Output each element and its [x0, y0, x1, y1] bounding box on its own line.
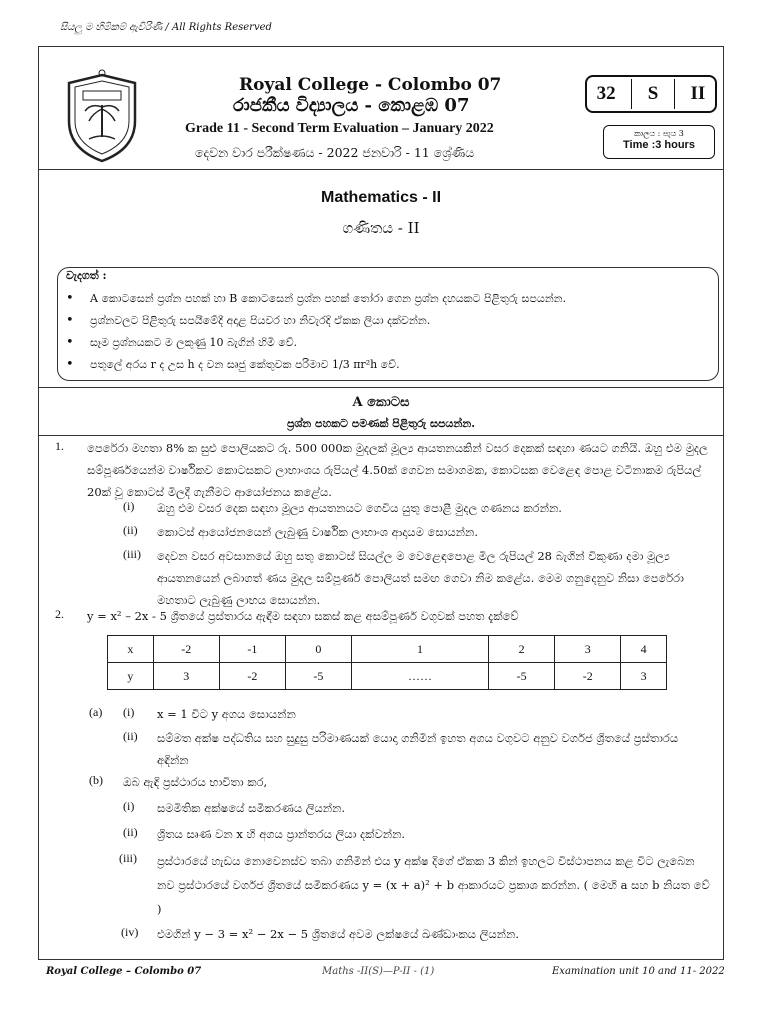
table-cell: -1: [219, 636, 285, 663]
table-cell: 3: [153, 663, 219, 690]
footer-exam-unit: Examination unit 10 and 11- 2022: [552, 966, 725, 977]
subject-title-si: ගණිතය - II: [342, 219, 420, 237]
question-1-text: පෙරේරා මහතා 8% ක සුළු පොලියකට රු. 500 000ක මුදලක් මූල්‍ය ආයතනයකින් වසර දෙකක් සඳහා ණයට ගනියි. ඔහු එම මුදල සම්පූර්ණයෙන්ම වාර්ෂිකව කොටසකට ලාභාංශය රුපියල් 4.50ක් ගෙවන සමාගමක, කොටසක වෙළෙඳ පොළ වටිනාකම රුපියල් 20ක් වූ කොටස් මිලදී ගැනීමට ආයෝජනය කළේය.: [87, 441, 708, 499]
instructions-box: [57, 267, 719, 381]
table-cell: y: [108, 663, 154, 690]
header-divider: [39, 169, 723, 170]
footer-page-code: Maths -II(S)—P-II - (1): [322, 966, 435, 977]
question-2-b-intro: ඔබ ඇඳි ප්‍රස්ථාරය භාවිතා කර,: [123, 775, 268, 789]
subject-title-en: Mathematics - II: [320, 189, 442, 206]
paper-frame: [38, 46, 724, 960]
question-2-b-iii: ප්‍රස්ථාරයේ හැඩය නොවෙනස්ව තබා ගනිමින් එය y අක්ෂ දිගේ ඒකක 3 කින් ඉහලට විස්ථාපනය කළ විට ලැබෙන නව ප්‍රස්ථාරයේ වර්ගජ ශ්‍රිතයේ සමීකරණය y = (x + a)² + b ආකාරයට ප්‍රකාශ කරන්න. ( මෙහි a සහ b නියත වේ ): [157, 854, 710, 916]
value-table: [107, 635, 667, 690]
question-number: 2.: [55, 607, 64, 621]
table-cell: 3: [621, 663, 667, 690]
table-cell: ……: [351, 663, 488, 690]
table-cell: -2: [555, 663, 621, 690]
table-cell: -2: [219, 663, 285, 690]
table-cell: x: [108, 636, 154, 663]
part-number: (i): [123, 499, 135, 513]
time-box: [603, 125, 715, 159]
table-cell: -5: [489, 663, 555, 690]
section-divider: [39, 435, 723, 436]
paper-code-part: II: [690, 83, 706, 104]
question-1-part-ii: කොටස් ආයෝජනයෙන් ලැබුණු වාර්ෂික ලාභාංශ ආදායම සොයන්න.: [157, 525, 478, 539]
time-si: කාලය : පැය 3: [634, 129, 684, 138]
part-label: (b): [89, 773, 103, 787]
part-number: (iii): [123, 547, 141, 561]
part-label: (a): [89, 705, 103, 719]
question-1-part-iii: දෙවන වසර අවසානයේ ඔහු සතු කොටස් සියල්ල ම වෙළෙඳපොළ මිල රුපියල් 28 බැගින් විකුණා දමා මූල්‍ය ආයතනයෙන් ලබාගත් ණය මුදල සම්පූර්ණ පොලියත් සමඟ ගෙවා නිම කළේය. මෙම ගනුදෙනුව නිසා පෙරේරා මහතාට ලැබුණු ලාභය සොයන්න.: [157, 549, 684, 607]
copyright-note: සියලු ම හිමිකම් ඇවිරිණි / All Rights Reserved: [60, 22, 272, 33]
section-a-subtitle: ප්‍රශ්න පහකට පමණක් පිළිතුරු සපයන්න.: [286, 417, 476, 430]
question-2-text: y = x² – 2x - 5 ශ්‍රිතයේ ප්‍රස්තාරය ඇඳීම සඳහා සකස් කළ අසම්පූර්ණ වගුවක් පහත දැක්වේ: [87, 609, 519, 623]
exam-title: Grade 11 - Second Term Evaluation – January 2022: [185, 121, 494, 136]
instructions-title: වැදගත් :: [66, 269, 107, 282]
part-number: (i): [123, 799, 135, 813]
question-2-b-i: සමමිතික අක්ෂයේ සමීකරණය ලියන්න.: [157, 801, 346, 815]
instruction-item: • සෑම ප්‍රශ්නයකට ම ලකුණු 10 බැගින් හිමි වේ.: [66, 332, 706, 354]
section-a-title: A කොටස: [352, 395, 410, 410]
table-row: [108, 636, 667, 663]
table-cell: 1: [351, 636, 488, 663]
part-number: (ii): [123, 825, 138, 839]
divider: [631, 79, 633, 109]
instruction-item: • ප්‍රශ්නවලට පිළිතුරු සපයීමේදී අදාළ පියවර හා නිවැරදි ඒකක ලියා දක්වන්න.: [66, 310, 706, 332]
school-name-si: රාජකීය විද්‍යාලය - කොළඹ 07: [233, 95, 470, 116]
question-1-part-i: ඔහු එම වසර දෙක සඳහා මූල්‍ය ආයතනයට ගෙවිය යුතු පොළී මුදල ගණනය කරන්න.: [157, 501, 562, 515]
question-2-a-i: x = 1 විට y අගය සොයන්න: [157, 707, 296, 721]
table-cell: -2: [153, 636, 219, 663]
instruction-item: • A කොටසෙන් ප්‍රශ්න පහක් හා B කොටසෙන් ප්‍රශ්න පහක් තෝරා ගෙන ප්‍රශ්න දහයකට පිළිතුරු සපයන්න.: [66, 288, 706, 310]
question-2-b-ii: ශ්‍රිතය සෘණ වන x හි අගය ප්‍රාන්තරය ලියා දක්වන්න.: [157, 827, 406, 841]
school-name-en: Royal College - Colombo 07: [239, 75, 502, 95]
paper-code-number: 32: [596, 83, 616, 104]
table-cell: 0: [285, 636, 351, 663]
part-number: (iii): [119, 851, 137, 865]
question-number: 1.: [55, 439, 64, 453]
question-2-a-ii: සම්මත අක්ෂ පද්ධතිය සහ සුදුසු පරිමාණයක් යොදා ගනිමින් ඉහත අගය වගුවට අනුව වර්ගජ ශ්‍රිතයේ ප්‍රස්තාරය අඳින්න: [157, 731, 679, 767]
section-divider: [39, 387, 723, 388]
part-number: (i): [123, 705, 135, 719]
part-number: (ii): [123, 523, 138, 537]
part-number: (iv): [121, 925, 139, 939]
paper-code-medium: S: [647, 83, 659, 104]
table-cell: -5: [285, 663, 351, 690]
paper-header: [39, 47, 723, 169]
instruction-item: • පතුලේ අරය r ද උස h ද වන සෘජු කේතුවක පරිමාව 1/3 πr²h වේ.: [66, 354, 706, 376]
time-en: Time :3 hours: [623, 139, 695, 151]
question-2-b-iv: එමගින් y − 3 = x² − 2x − 5 ශ්‍රිතයේ අවම ලක්ෂයේ ඛණ්ඩාංකය ලියන්න.: [157, 927, 519, 941]
instructions-list: [66, 288, 706, 376]
part-number: (ii): [123, 729, 138, 743]
table-cell: 2: [489, 636, 555, 663]
exam-title-si: දෙවන වාර පරීක්ෂණය - 2022 ජනවාරි - 11 ශ්‍රේණිය: [195, 145, 475, 160]
table-cell: 3: [555, 636, 621, 663]
table-row: [108, 663, 667, 690]
paper-code-box: [585, 75, 717, 113]
school-crest-logo: [61, 69, 143, 165]
footer-school: Royal College – Colombo 07: [46, 966, 202, 977]
table-cell: 4: [621, 636, 667, 663]
divider: [674, 79, 676, 109]
